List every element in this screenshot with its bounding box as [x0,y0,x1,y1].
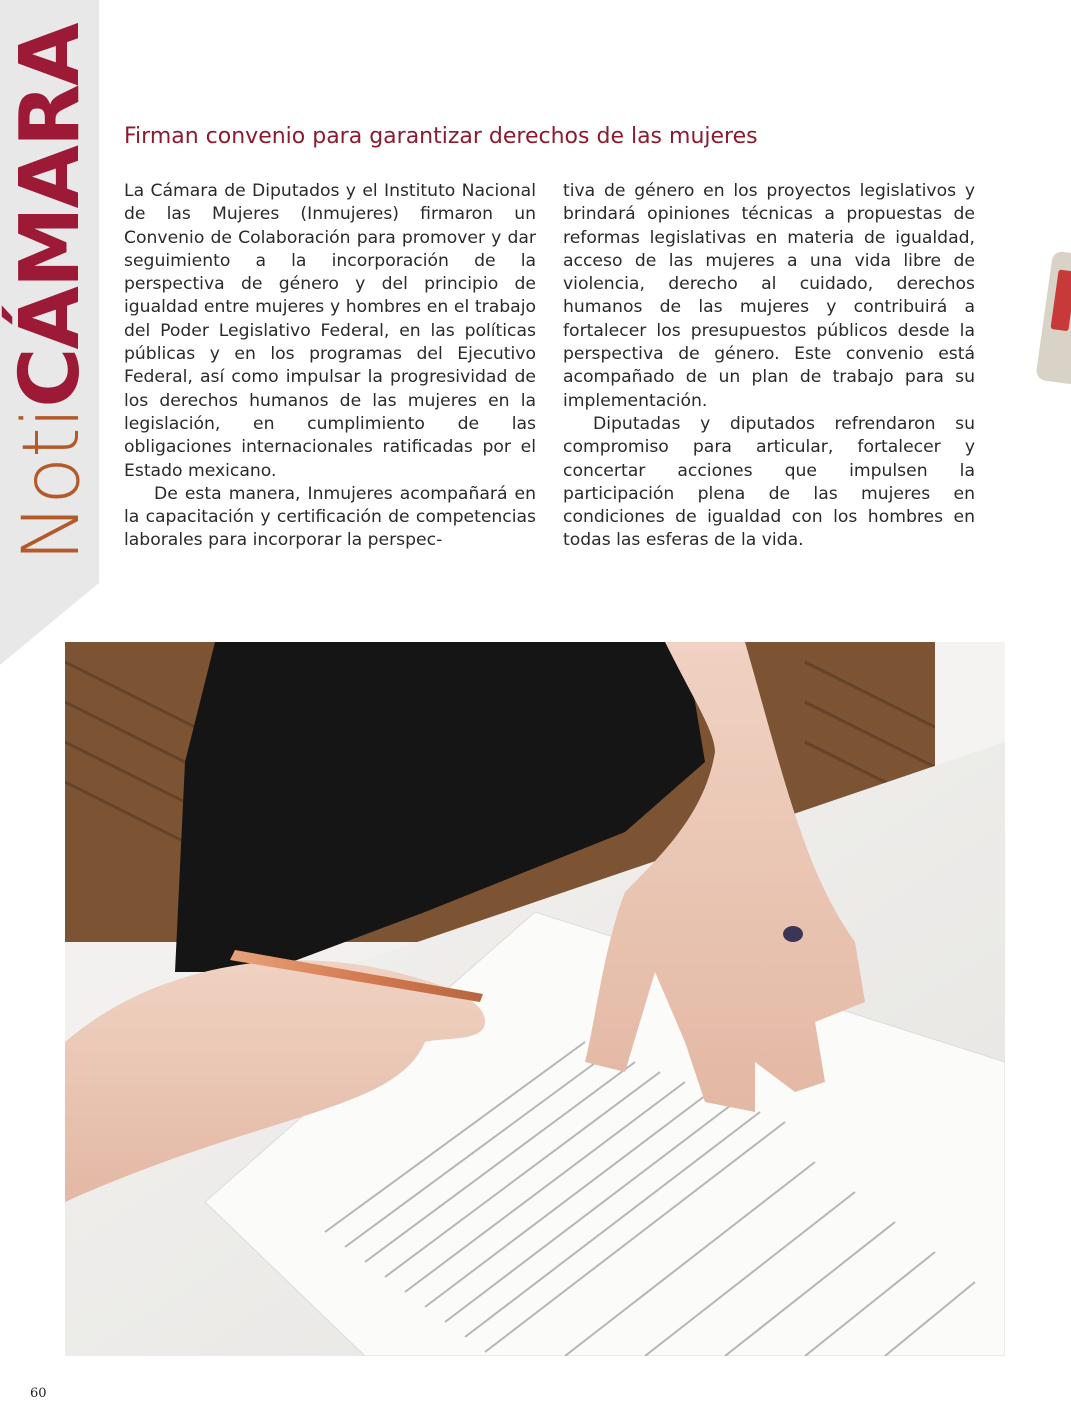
paragraph: Diputadas y diputados refrendaron su compromiso para articular, fortalecer y concertar acciones que impulsen la participación plena de las mujeres en condiciones de igualdad con los hombres en todas las esferas de la vida. [563,413,975,551]
paragraph: La Cámara de Diputados y el Instituto Nacional de las Mujeres (Inmujeres) firmaron un Convenio de Colaboración para promover y dar seguimiento a la incorporación de la perspectiva de género y del principio de igualdad entre mujeres y hombres en el trabajo del Poder Legislativo Federal, en las políticas públicas y en los programas del Ejecutivo Federal, así como impulsar la progresividad de los derechos humanos de las mujeres en la legislación, en cumplimiento de las obligaciones internacionales ratificadas por el Estado mexicano. [124,181,536,481]
paragraph: tiva de género en los proyectos legislativos y brindará opiniones técnicas a propuestas de reformas legislativas en materia de igualdad, acceso de las mujeres a una vida libre de violencia, derecho al cuidado, derechos humanos de las mujeres y contribuirá a fortalecer los presupuestos públicos desde la perspectiva de género. Este convenio está acompañado de un plan de trabajo para su implementación. [563,181,975,411]
article-column-right [563,180,975,553]
article-column-left [124,180,536,553]
paragraph: De esta manera, Inmujeres acompañará en la capacitación y certificación de competencias laborales para incorporar la perspec- [124,483,536,551]
article-photo [65,642,1005,1356]
logo-noti: Noti [7,407,97,562]
edge-card-decoration [1035,250,1071,387]
noticamara-logo [3,24,98,562]
photo-signing-document [65,642,1005,1356]
logo-camara: CÁMARA [3,24,98,408]
page-number: 60 [30,1386,47,1401]
article-headline: Firman convenio para garantizar derechos de las mujeres [124,124,758,149]
